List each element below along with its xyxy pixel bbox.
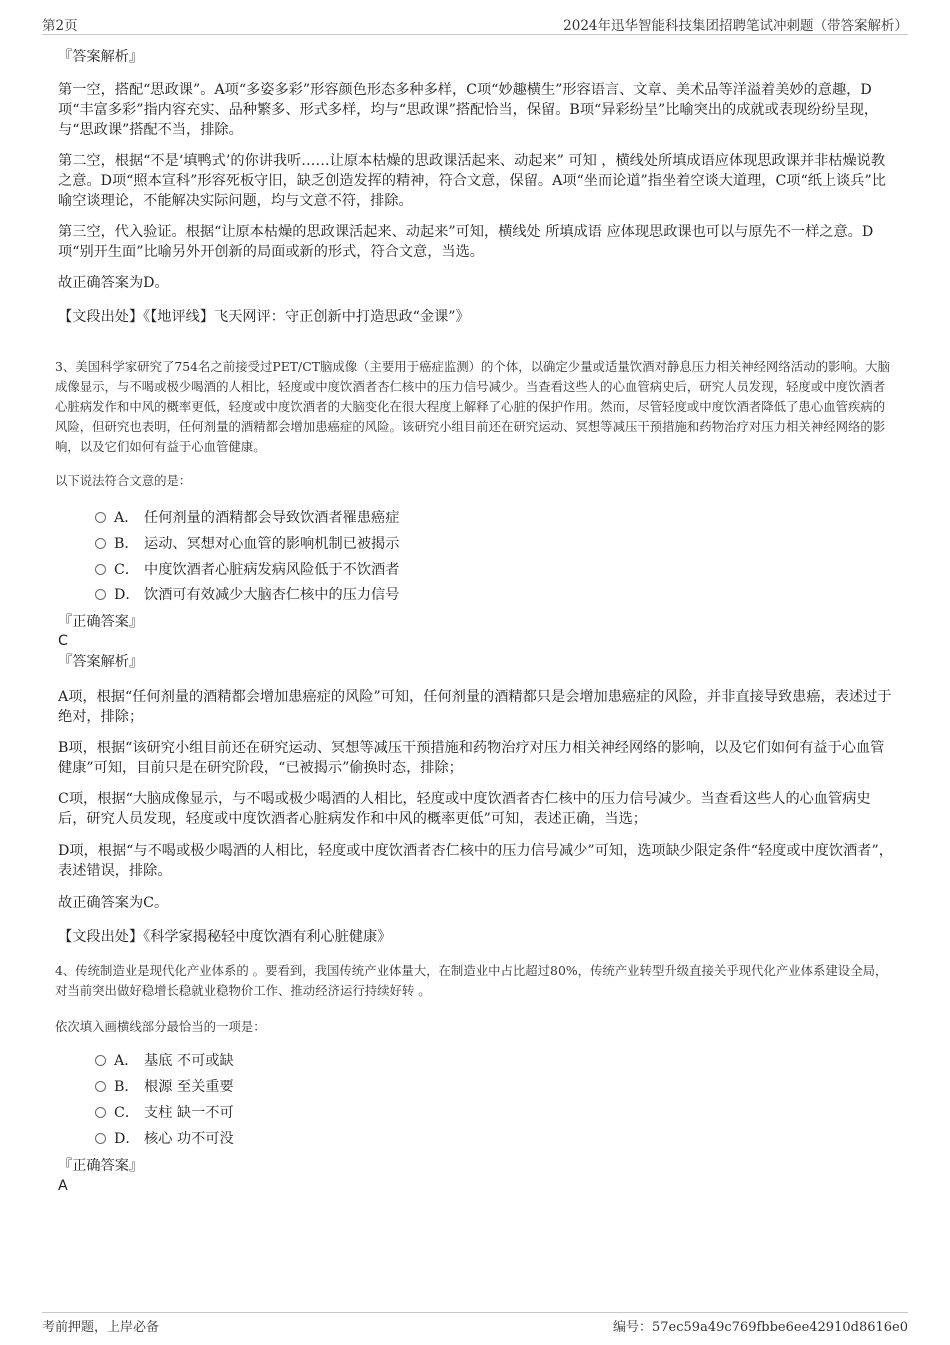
q2-analysis-p3: 第三空，代入验证。根据“让原本枯燥的思政课活起来、动起来”可知，横线处 所填成语 应体现思政课也可以与原先不一样之意。D项“别开生面”比喻另外开创新的局面或新的形式，符合文意，当选。 — [58, 224, 874, 260]
option-letter: A． — [114, 510, 139, 526]
document-title: 2024年迅华智能科技集团招聘笔试冲刺题（带答案解析） — [563, 18, 908, 34]
q3-analysis-d: D项，根据“与不喝或极少喝酒的人相比，轻度或中度饮酒者杏仁核中的压力信号减少”可知，选项缺少限定条件“轻度或中度饮酒者”，表述错误，排除。 — [58, 843, 893, 879]
page-number: 第2页 — [42, 18, 78, 34]
q3-analysis-b: B项，根据“该研究小组目前还在研究运动、冥想等减压干预措施和药物治疗对压力相关神经网络的影响，以及它们如何有益于心血管健康”可知，目前只是在研究阶段，“已被揭示”偷换时态，排除； — [58, 740, 885, 776]
radio-icon[interactable] — [95, 564, 106, 575]
q2-conclusion: 故正确答案为D。 — [58, 275, 169, 291]
option-text: 中度饮酒者心脏病发病风险低于不饮酒者 — [144, 562, 400, 578]
q3-answer-label: 『正确答案』 — [58, 614, 144, 630]
radio-icon[interactable] — [95, 1081, 106, 1092]
q3-stem: 3、美国科学家研究了754名之前接受过PET/CT脑成像（主要用于癌症监测）的个体，以确定少量或适量饮酒对静息压力相关神经网络活动的影响。大脑成像显示，与不喝或极少喝酒的人相比，轻度或中度饮酒者杏仁核中的压力信号减少。当查看这些人的心血管病史后，研究人员发现，轻度或中度饮酒者心脏病发作和中风的概率更低，轻度或中度饮酒者的大脑变化在很大程度上解释了心脏的保护作用。然而，尽管轻度或中度饮酒者降低了患心血管疾病的风险，但研究也表明，任何剂量的酒精都会增加患癌症的风险。该研究小组目前还在研究运动、冥想等减压干预措施和药物治疗对压力相关神经网络的影响，以及它们如何有益于心血管健康。 — [55, 359, 890, 454]
q3-answer: C — [58, 633, 68, 649]
footer-slogan: 考前押题，上岸必备 — [42, 1320, 160, 1335]
document-id: 编号：57ec59a49c769fbbe6ee42910d8616e0 — [613, 1320, 908, 1335]
q2-analysis-label: 『答案解析』 — [58, 49, 144, 65]
option-text: 运动、冥想对心血管的影响机制已被揭示 — [144, 536, 400, 552]
radio-icon[interactable] — [95, 1055, 106, 1066]
option-letter: D． — [114, 587, 140, 603]
q2-analysis-p2: 第二空，根据“不是‘填鸭式’的你讲我听……让原本枯燥的思政课活起来、动起来” 可知 ，横线处所填成语应体现思政课并非枯燥说教之意。D项“照本宣科”形容死板守旧，缺乏创造发挥的精神，符合文意，保留。A项“坐而论道”指坐着空谈大道理，C项“纸上谈兵”比喻空谈理论，不能解决实际问题，均与文意不符，排除。 — [58, 153, 886, 209]
q4-option-d[interactable] — [95, 1129, 234, 1149]
q3-analysis-a: A项，根据“任何剂量的酒精都会增加患癌症的风险”可知，任何剂量的酒精都只是会增加患癌症的风险，并非直接导致患癌，表述过于绝对，排除； — [58, 689, 892, 725]
radio-icon[interactable] — [95, 538, 106, 549]
q3-prompt: 以下说法符合文意的是： — [55, 473, 192, 488]
option-text: 支柱 缺一不可 — [144, 1105, 234, 1121]
option-letter: D． — [114, 1131, 140, 1147]
option-letter: B． — [114, 536, 139, 552]
q3-analysis-c: C项，根据“大脑成像显示，与不喝或极少喝酒的人相比，轻度或中度饮酒者杏仁核中的压力信号减少。当查看这些人的心血管病史后，研究人员发现，轻度或中度饮酒者心脏病发作和中风的概率更低”可知，表述正确，当选； — [58, 791, 871, 827]
option-text: 核心 功不可没 — [144, 1131, 234, 1147]
radio-icon[interactable] — [95, 1133, 106, 1144]
option-text: 基底 不可或缺 — [144, 1053, 234, 1069]
q3-option-b[interactable] — [95, 534, 399, 554]
q4-option-b[interactable] — [95, 1077, 234, 1097]
option-text: 饮酒可有效减少大脑杏仁核中的压力信号 — [144, 587, 400, 603]
q4-option-a[interactable] — [95, 1051, 234, 1071]
q2-analysis-p1: 第一空，搭配“思政课”。A项“多姿多彩”形容颜色形态多种多样，C项“妙趣横生”形容语言、文章、美术品等洋溢着美妙的意趣，D项“丰富多彩”指内容充实、品种繁多、形式多样，均与“思政课”搭配恰当，保留。B项“异彩纷呈”比喻突出的成就或表现纷纷呈现，与“思政课”搭配不当，排除。 — [58, 82, 879, 138]
option-text: 根源 至关重要 — [144, 1079, 234, 1095]
q3-source: 【文段出处】《科学家揭秘轻中度饮酒有利心脏健康》 — [58, 929, 392, 945]
q3-conclusion: 故正确答案为C。 — [58, 895, 169, 911]
radio-icon[interactable] — [95, 1107, 106, 1118]
q4-answer-label: 『正确答案』 — [58, 1158, 144, 1174]
option-letter: A． — [114, 1053, 139, 1069]
q4-stem: 4、传统制造业是现代化产业体系的 。要看到，我国传统产业体量大，在制造业中占比超过80%，传统产业转型升级直接关乎现代化产业体系建设全局，对当前突出做好稳增长稳就业稳物价工作、推动经济运行持续好转 。 — [55, 963, 888, 998]
page-footer — [42, 1312, 908, 1337]
q4-answer: A — [58, 1178, 68, 1194]
q3-option-d[interactable] — [95, 585, 399, 605]
option-text: 任何剂量的酒精都会导致饮酒者罹患癌症 — [144, 510, 400, 526]
q3-analysis-label: 『答案解析』 — [58, 654, 144, 670]
page-header — [42, 12, 908, 35]
option-letter: C． — [114, 1105, 140, 1121]
option-letter: C． — [114, 562, 140, 578]
q4-option-c[interactable] — [95, 1103, 234, 1123]
q3-option-a[interactable] — [95, 508, 399, 528]
q4-prompt: 依次填入画横线部分最恰当的一项是： — [55, 1019, 266, 1034]
radio-icon[interactable] — [95, 589, 106, 600]
option-letter: B． — [114, 1079, 139, 1095]
radio-icon[interactable] — [95, 512, 106, 523]
q2-source: 【文段出处】《【地评线】飞天网评：守正创新中打造思政“金课”》 — [58, 309, 470, 325]
q3-option-c[interactable] — [95, 560, 399, 580]
